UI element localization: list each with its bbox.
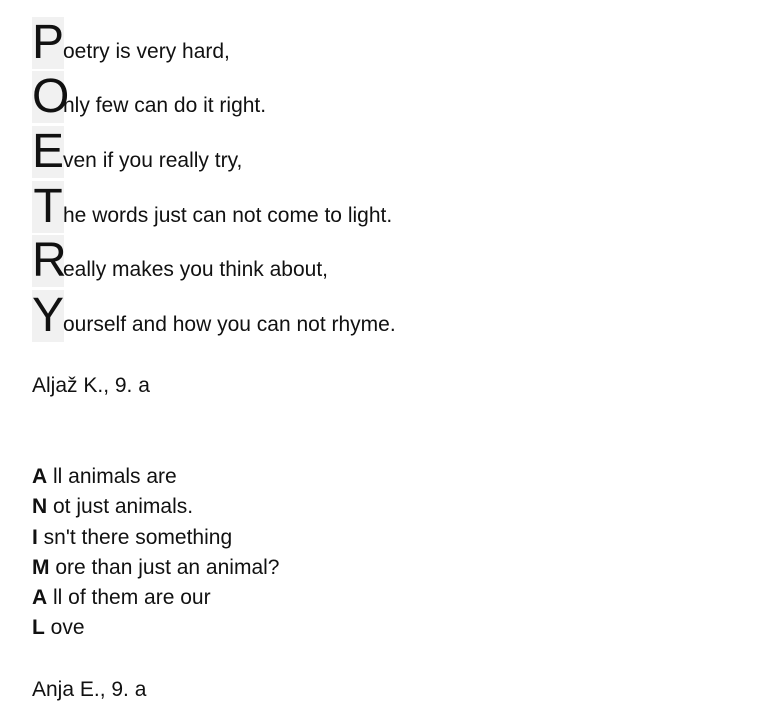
poem-line-text: ore than just an animal? [49, 555, 280, 579]
poem-line-text: ll animals are [47, 465, 177, 488]
acrostic-initial: A [32, 465, 48, 488]
acrostic-initial: E [32, 125, 65, 179]
poem-line [32, 233, 396, 288]
poem-line [32, 523, 279, 553]
poem-line-text: ven if you really try, [63, 149, 243, 173]
poem-line-text: sn't there something [37, 525, 233, 549]
poem-line [32, 123, 396, 178]
poem-line [32, 14, 396, 69]
acrostic-initial: A [32, 586, 48, 610]
poem-line-text: ot just animals. [47, 495, 194, 519]
poem-line [32, 462, 279, 492]
acrostic-initial: Y [32, 289, 65, 343]
poem-line-text: nly few can do it right. [63, 94, 267, 118]
acrostic-initial: I [32, 525, 38, 549]
acrostic-initial: M [32, 555, 50, 579]
poem-line [32, 287, 396, 342]
poem-line-text: oetry is very hard, [63, 39, 230, 63]
acrostic-initial: L [32, 616, 45, 640]
poem-line-text: ll of them are our [47, 586, 211, 610]
poem-line-text: ourself and how you can not rhyme. [63, 313, 396, 337]
acrostic-initial: N [32, 495, 48, 519]
poem-line [32, 583, 279, 613]
poem-line-text: ove [44, 616, 85, 640]
poem-line [32, 553, 279, 583]
acrostic-poem-animal [32, 462, 279, 644]
poem-line [32, 178, 396, 233]
poem-line [32, 69, 396, 124]
acrostic-initial: R [32, 234, 67, 288]
poem-line [32, 492, 279, 522]
acrostic-poem-poetry [32, 14, 396, 342]
poem-line [32, 613, 279, 643]
poem-line-text: eally makes you think about, [63, 258, 328, 282]
poem-line-text: he words just can not come to light. [63, 203, 393, 227]
acrostic-initial: P [32, 15, 65, 69]
poem-author: Aljaž K., 9. a [32, 374, 150, 397]
poem-author: Anja E., 9. a [32, 678, 147, 701]
acrostic-initial: T [33, 179, 63, 233]
acrostic-initial: O [32, 70, 70, 124]
